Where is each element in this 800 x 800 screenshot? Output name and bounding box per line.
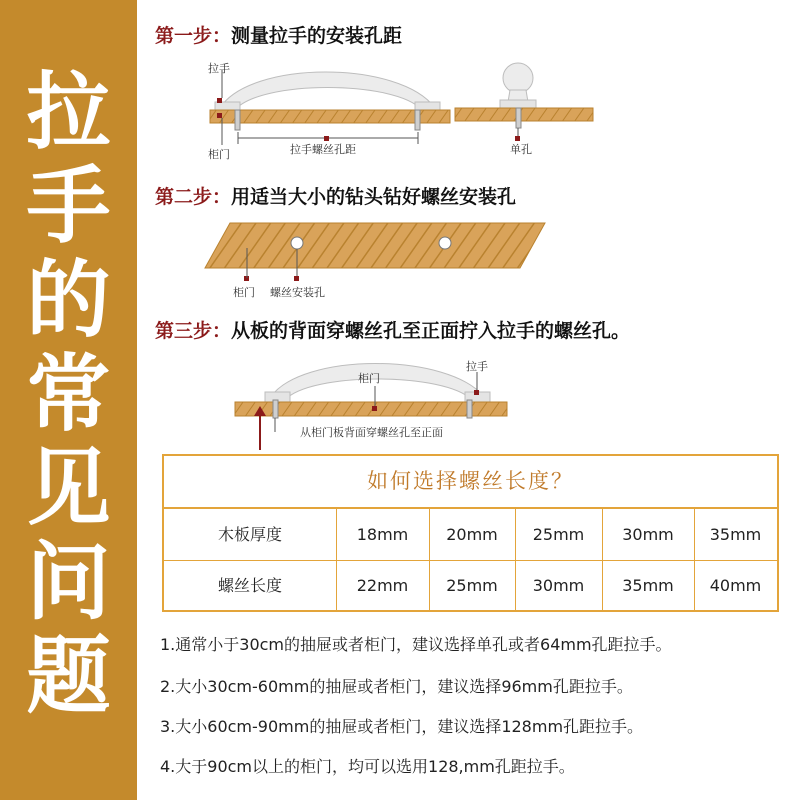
table-cell: 20mm: [446, 525, 498, 544]
table-cell: 35mm: [709, 525, 762, 544]
note-item: 1.通常小于30cm的抽屉或者柜门，建议选择单孔或者64mm孔距拉手。: [160, 635, 672, 654]
step2-title: [155, 182, 516, 209]
table-cell: 35mm: [622, 576, 674, 595]
sidebar-char: 拉: [26, 63, 111, 161]
table-cell: 22mm: [356, 576, 409, 595]
step3-title: [155, 316, 630, 343]
marker-dot: [217, 98, 222, 103]
step1-title: [155, 21, 402, 48]
drill-hole: [291, 237, 303, 249]
drill-hole: [439, 237, 451, 249]
screw-icon: [516, 108, 521, 128]
step1-text: 测量拉手的安装孔距: [231, 25, 403, 47]
step3-lead: 第三步：: [155, 320, 232, 342]
step2-text: 用适当大小的钻头钻好螺丝安装孔: [231, 186, 517, 208]
marker-dot: [324, 136, 329, 141]
label-door: 柜门: [208, 148, 230, 161]
sidebar-char: 题: [26, 627, 111, 725]
table-title: 如何选择螺丝长度？: [164, 456, 777, 509]
table-cell: 25mm: [446, 576, 498, 595]
handle-shape: [220, 72, 435, 110]
step1-lead: 第一步：: [155, 25, 232, 47]
table-cell: 30mm: [622, 525, 674, 544]
note-item: 2.大小30cm-60mm的抽屉或者柜门，建议选择96mm孔距拉手。: [160, 677, 633, 696]
table-row-label: 木板厚度: [217, 525, 282, 544]
label-door: 柜门: [233, 286, 255, 299]
screw-length-table: [162, 454, 779, 612]
label-handle: 拉手: [466, 360, 488, 373]
marker-dot: [474, 390, 479, 395]
door-board: [210, 110, 450, 123]
note-item: 4.大于90cm以上的柜门，均可以选用128,mm孔距拉手。: [160, 757, 575, 776]
table-cell: 30mm: [532, 576, 585, 595]
label-door: 柜门: [358, 372, 380, 385]
screw-icon: [273, 400, 278, 418]
sidebar-char: 常: [26, 345, 111, 443]
label-screw-hole: 螺丝安装孔: [270, 286, 325, 299]
step2-lead: 第二步：: [155, 186, 232, 208]
knob-shape: [503, 63, 533, 93]
step3-note: 从柜门板背面穿螺丝孔至正面: [300, 426, 443, 439]
step3-text: 从板的背面穿螺丝孔至正面拧入拉手的螺丝孔。: [231, 320, 631, 342]
table-cell: 40mm: [709, 576, 762, 595]
marker-dot: [217, 113, 222, 118]
marker-dot: [294, 276, 299, 281]
single-board: [455, 108, 593, 121]
step2-illustration: [200, 218, 560, 308]
label-hole-distance: 拉手螺丝孔距: [290, 143, 356, 156]
marker-dot: [372, 406, 377, 411]
drilled-board: [205, 223, 545, 268]
step3-illustration: [230, 350, 520, 450]
table-row-label: 螺丝长度: [217, 576, 282, 595]
marker-dot: [515, 136, 520, 141]
step1-illustration: [160, 50, 600, 165]
table-cell: 25mm: [532, 525, 585, 544]
table-cell: 18mm: [356, 525, 409, 544]
sidebar-char: 见: [26, 439, 111, 537]
sidebar-char: 手: [26, 157, 111, 255]
sidebar-char: 的: [26, 251, 111, 349]
sidebar: [0, 0, 137, 800]
screw-icon: [467, 400, 472, 418]
label-handle: 拉手: [208, 62, 230, 75]
note-item: 3.大小60cm-90mm的抽屉或者柜门，建议选择128mm孔距拉手。: [160, 717, 644, 736]
label-single-hole: 单孔: [510, 143, 532, 156]
screw-icon: [415, 110, 420, 130]
screw-icon: [235, 110, 240, 130]
sidebar-char: 问: [26, 533, 111, 631]
